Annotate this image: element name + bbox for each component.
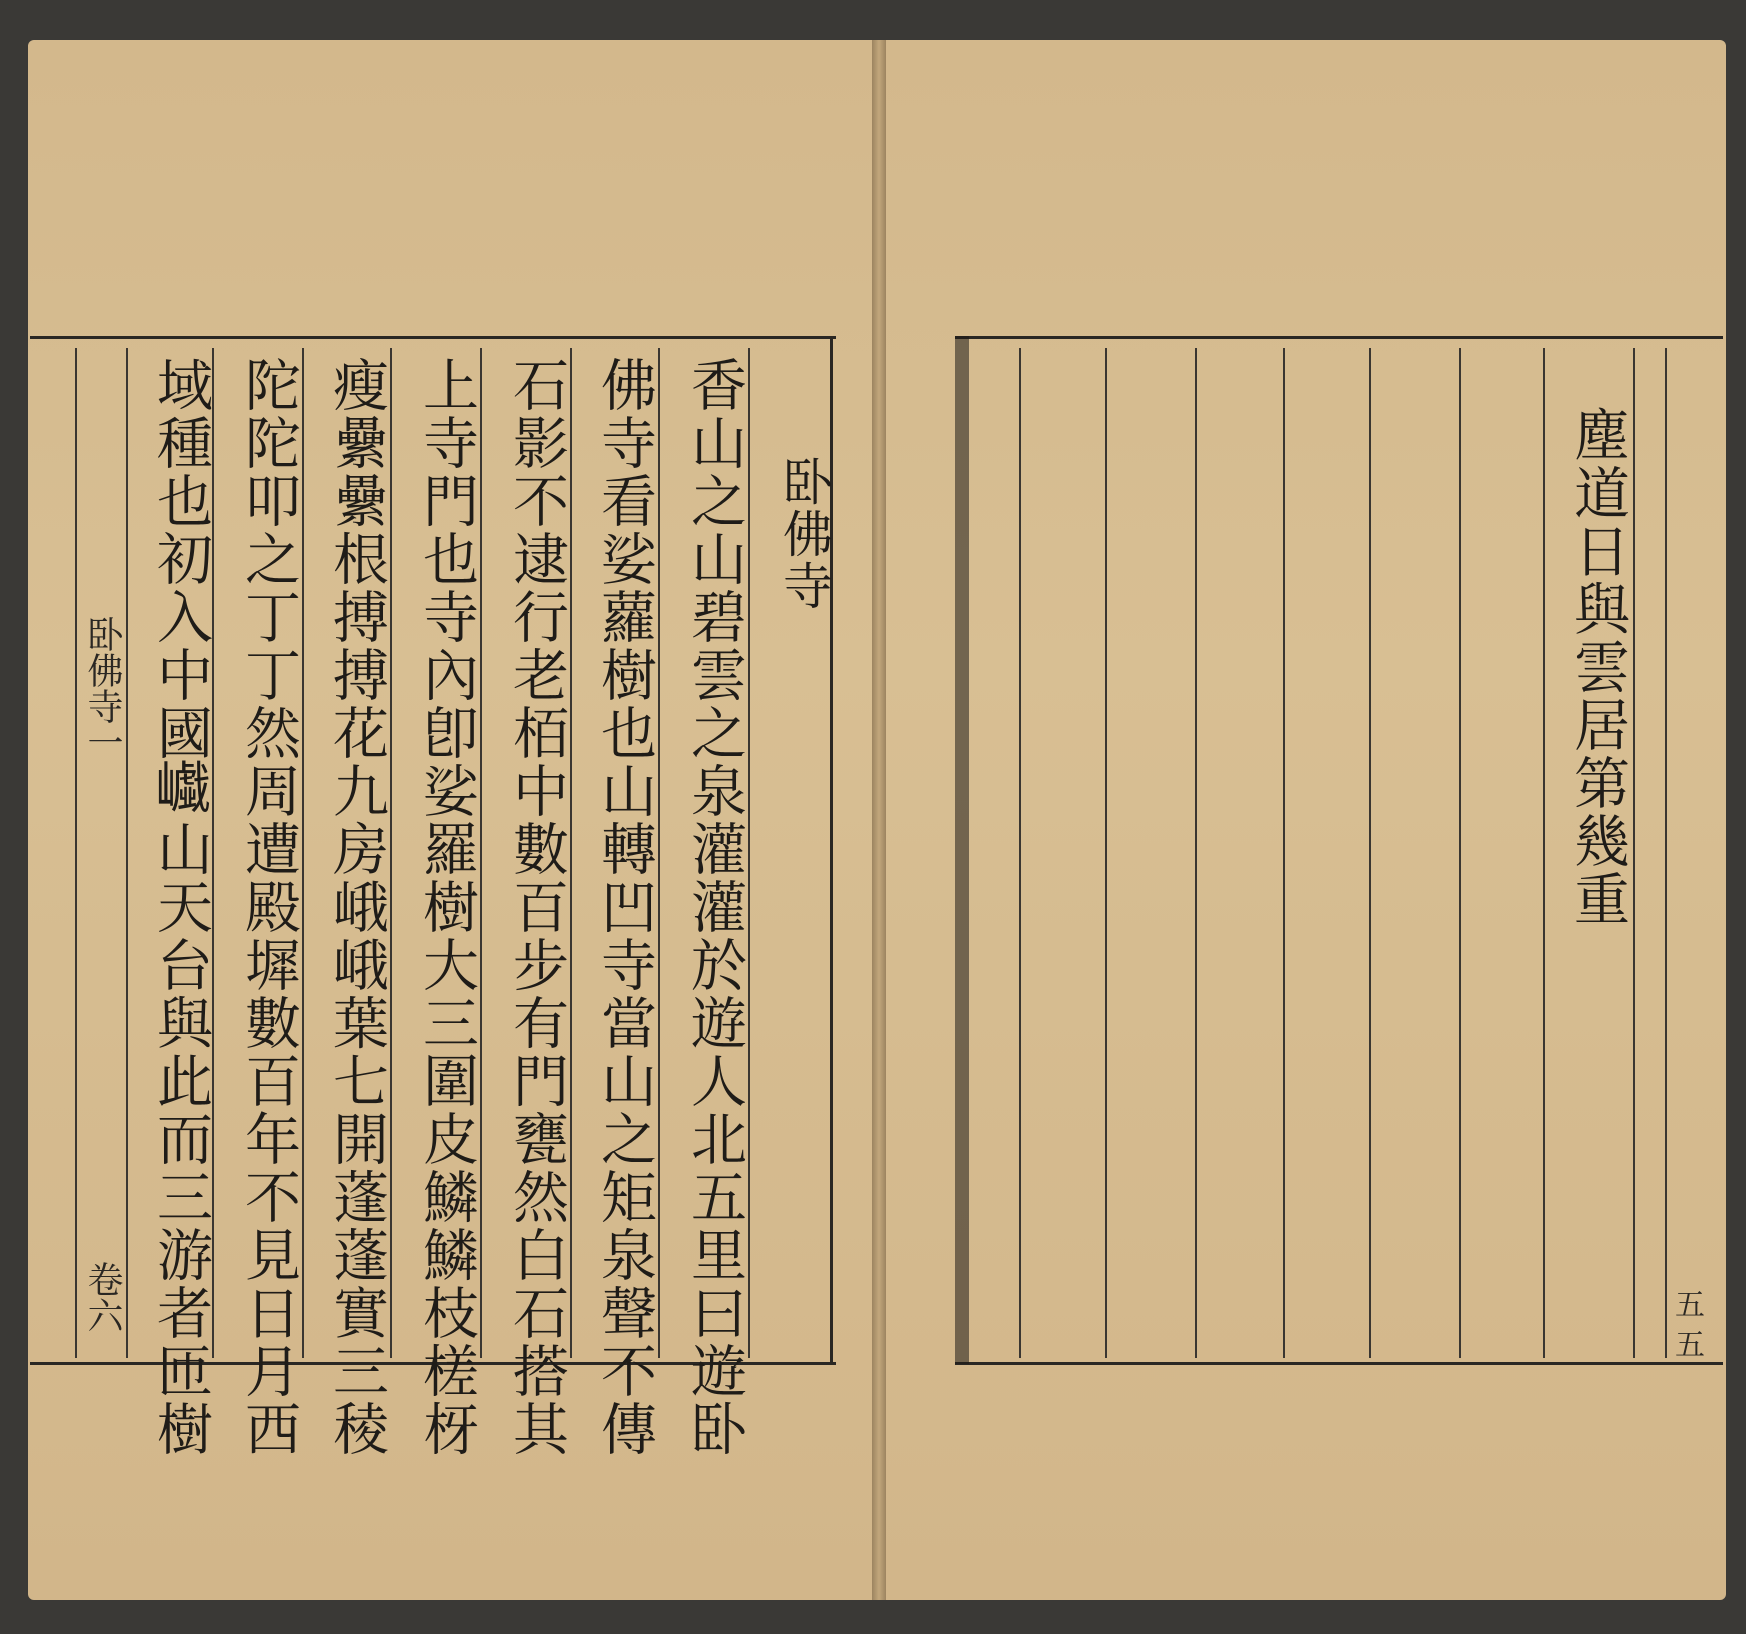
- text-column-2: 佛寺看娑蘿樹也山轉凹寺當山之矩泉聲不傳: [592, 356, 657, 1458]
- text-column-3: 石影不逮行老栢中數百步有門甕然白石搭其: [504, 356, 569, 1458]
- text-column-1: 香山之山碧雲之泉灌灌於遊人北五里曰遊卧: [682, 356, 747, 1458]
- margin-chapter-title: 卧佛寺一: [82, 616, 123, 760]
- left-text-block: [30, 336, 836, 1634]
- page-number: 五五: [1675, 1288, 1705, 1363]
- text-column-5: 瘦纍纍根搏搏花九房峨峨葉七開蓬蓬實三稜: [324, 356, 389, 1458]
- volume-label: 卷六: [82, 1261, 123, 1333]
- poem-line: 塵道日與雲居第幾重: [1565, 406, 1630, 928]
- text-column-4: 上寺門也寺內卽娑羅樹大三圍皮鱗鱗枝槎枒: [414, 356, 479, 1458]
- text-column-7: 域種也初入中國𡾟山天台與此而三游者匝樹: [148, 356, 213, 1458]
- chapter-heading: 卧佛寺: [775, 456, 833, 612]
- left-border-wear: [955, 336, 969, 1364]
- right-text-block: [955, 336, 1723, 1366]
- text-column-6: 陀陀叩之丁丁然周遭殿墀數百年不見日月西: [236, 356, 301, 1458]
- book-gutter: [872, 40, 886, 1600]
